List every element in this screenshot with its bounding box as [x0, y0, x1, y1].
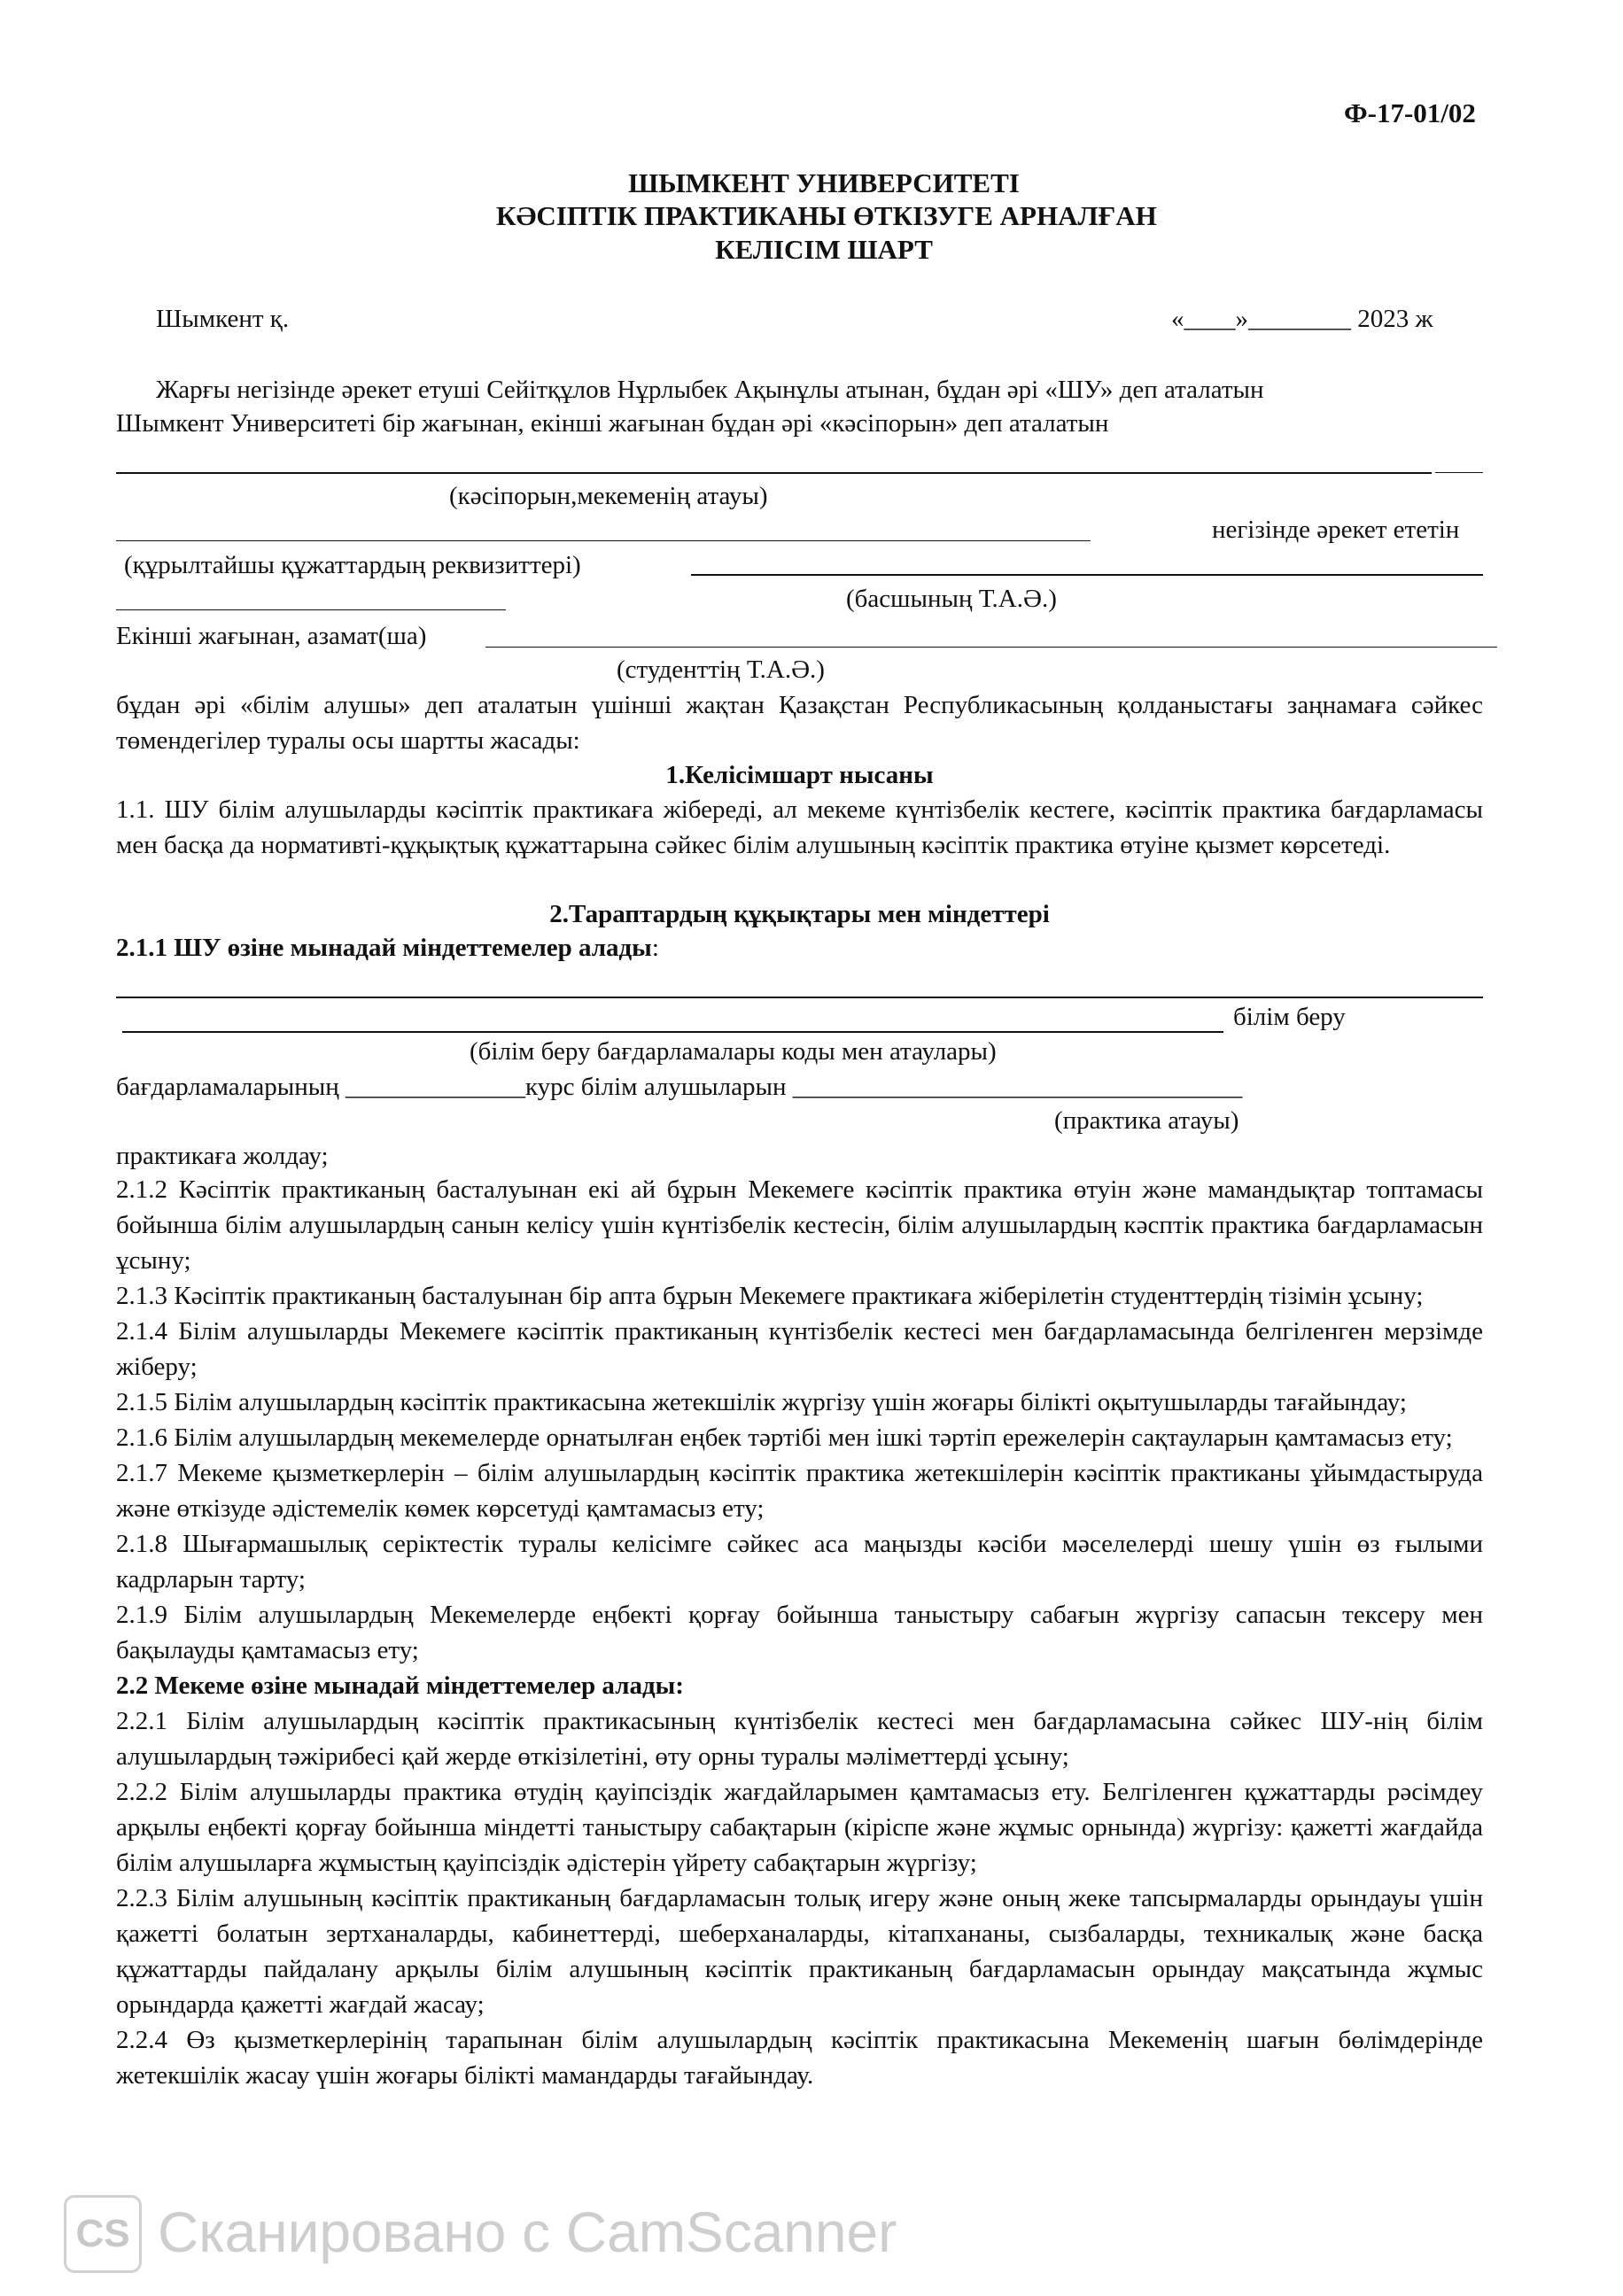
edu-programs-label: (білім беру бағдарламалары коды мен атаулары) [470, 1037, 997, 1066]
acting-basis-text: негізінде әрекет ететін [1212, 516, 1460, 544]
item-2-1-5: 2.1.5 Білім алушылардың кәсіптік практикасына жетекшілік жүргізу үшін жоғары білікті оқытушыларды тағайындау; [116, 1388, 1407, 1416]
item-2-1-4: 2.1.4 Білім алушыларды Мекемеге кәсіптік практиканың күнтізбелік кестесі мен бағдарламасында белгіленген мерзімде жіберу; [116, 1317, 1483, 1381]
item-2-2-2: 2.2.2 Білім алушыларды практика өтудің қауіпсіздік жағдайларымен қамтамасыз ету. Белгіленген құжаттарды рәсімдеу арқылы еңбекті қорғау бойынша міндетті таныстыру сабақтарын (кіріспе және жұмыс орнында) жүргізу: қажетті жағдайда білім алушыларға жұмыстың қауіпсіздік әдістерін үйрету сабақтарын жүргізу; [116, 1778, 1483, 1877]
second-party-label: Екінші жағынан, азамат(ша) [116, 622, 427, 650]
date-text: «____»________ 2023 ж [1171, 305, 1433, 333]
section2-sub1-colon: : [651, 934, 659, 962]
edu-program-line-2 [122, 1031, 1223, 1033]
section1-title: 1.Келісімшарт нысаны [665, 761, 934, 789]
practice-name-label: (практика атауы) [1054, 1106, 1239, 1135]
intro-line-2: Шымкент Университеті бір жағынан, екінші жағынан бұдан әрі «кәсіпорын» деп аталатын [116, 409, 1109, 438]
party-text [116, 687, 1483, 758]
intro-line-1: Жарғы негізінде әрекет етуші Сейітқұлов Нұрлыбек Ақынұлы атынан, бұдан әрі «ШУ» деп аталатын [156, 376, 1264, 404]
party-paragraph: бұдан әрі «білім алушы» деп аталатын үшінші жақтан Қазақстан Республикасының қолданыстағы заңнамаға сәйкес төмендегілер туралы осы шартты жасады: [116, 691, 1483, 755]
item-2-2-4: 2.2.4 Өз қызметкерлерінің тарапынан білім алушылардың кәсіптік практикасына Мекеменің шағын бөлімдерінде жетекшілік жасау үшін жоғары білікті мамандарды тағайындау. [116, 2026, 1483, 2090]
edu-suffix: білім беру [1233, 1003, 1346, 1031]
item-2-1-2: 2.1.2 Кәсіптік практиканың басталуынан екі ай бұрын Мекемеге кәсіптік практика өтуін және мамандықтар топтамасы бойынша білім алушылардың санын келісу үшін күнтізбелік кестесін, білім алушылардың кәсптік практика бағдарламасын ұсыну; [116, 1175, 1483, 1275]
camscanner-logo: CS [64, 2195, 142, 2273]
send-text: практикаға жолдау; [116, 1142, 329, 1170]
title-line-2: КӘСІПТІК ПРАКТИКАНЫ ӨТКІЗУГЕ АРНАЛҒАН [496, 200, 1157, 231]
item-2-2-3: 2.2.3 Білім алушының кәсіптік практиканың бағдарламасын толық игеру және оның жеке тапсырмаларды орындауы үшін қажетті болатын зертханаларды, кабинеттерді, шеберханаларды, кітапхананы, сызбаларды, техникалық және басқа құжаттарды пайдалану арқылы білім алушының кәсіптік практиканың бағдарламасын орындау мақсатында жұмыс орындарда қажетті жағдай жасау; [116, 1884, 1483, 2019]
item-2-2-1: 2.2.1 Білім алушылардың кәсіптік практикасының күнтізбелік кестесі мен бағдарламасына сәйкес ШУ-нің білім алушылардың тәжірибесі қай жерде өткізілетіні, өту орны туралы мәліметтерді ұсыну; [116, 1707, 1483, 1771]
enterprise-name-line [116, 472, 1432, 474]
section2-sub1 [116, 930, 659, 966]
founding-docs-label: (құрылтайшы құжаттардың реквизиттері) [124, 551, 581, 579]
item-2-1-8: 2.1.8 Шығармашылық серіктестік туралы келісімге сәйкес аса маңызды кәсіби мәселелерді шешу үшін өз ғылыми кадрларын тарту; [116, 1530, 1483, 1594]
student-name-line [485, 647, 1497, 648]
item-2-1-7: 2.1.7 Мекеме қызметкерлерін – білім алушылардың кәсіптік практика жетекшілерін кәсіптік практиканы ұйымдастыруда және өткізуде әдістемелік көмек көрсетуді қамтамасыз ету; [116, 1459, 1483, 1523]
head-name-line [116, 609, 506, 610]
item-2-1-9: 2.1.9 Білім алушылардың Мекемелерде еңбекті қорғау бойынша таныстыру сабағын жүргізу сапасын тексеру мен бақылауды қамтамасыз ету; [116, 1601, 1483, 1664]
founding-docs-line [691, 574, 1483, 576]
student-name-label: (студенттің Т.А.Ә.) [617, 655, 825, 684]
title-line-1: ШЫМКЕНТ УНИВЕРСИТЕТІ [628, 167, 1020, 198]
programs-line: бағдарламаларының ______________курс білім алушыларын ___________________________________ [116, 1073, 1243, 1101]
section2-sub2-title: 2.2 Мекеме өзіне мынадай міндеттемелер алады: [116, 1672, 684, 1700]
section1-paragraph: 1.1. ШУ білім алушыларды кәсіптік практикаға жібереді, ал мекеме күнтізбелік кестеге, кәсіптік практика бағдарламасы мен басқа да нормативті-құқықтық құжаттарына сәйкес білім алушының кәсіптік практика өтуіне қызмет көрсетеді. [116, 795, 1483, 859]
enterprise-name-label: (кәсіпорын,мекеменің атауы) [449, 482, 768, 510]
enterprise-name-line-tail [1435, 472, 1483, 473]
place-text: Шымкент қ. [156, 305, 290, 333]
section1-body [116, 792, 1483, 863]
section2-title: 2.Тараптардың құқықтары мен міндеттері [549, 900, 1050, 928]
camscanner-watermark: Сканировано с CamScanner [158, 2200, 897, 2264]
title-line-3: КЕЛІСІМ ШАРТ [715, 234, 933, 265]
edu-program-line-1 [116, 997, 1483, 998]
item-2-1-6: 2.1.6 Білім алушылардың мекемелерде орнатылған еңбек тәртібі мен ішкі тәртіп ережелерін сақтауларын қамтамасыз ету; [116, 1423, 1453, 1452]
head-name-label: (басшының Т.А.Ә.) [846, 585, 1057, 613]
section2-items [116, 1172, 1483, 2093]
acting-basis-line [116, 540, 1091, 541]
item-2-1-3: 2.1.3 Кәсіптік практиканың басталуынан бір апта бұрын Мекемеге практикаға жіберілетін студенттердің тізімін ұсыну; [116, 1282, 1424, 1310]
doc-code: Ф-17-01/02 [1344, 97, 1476, 128]
section2-sub1-bold: 2.1.1 ШУ өзіне мынадай міндеттемелер алады [116, 934, 652, 962]
